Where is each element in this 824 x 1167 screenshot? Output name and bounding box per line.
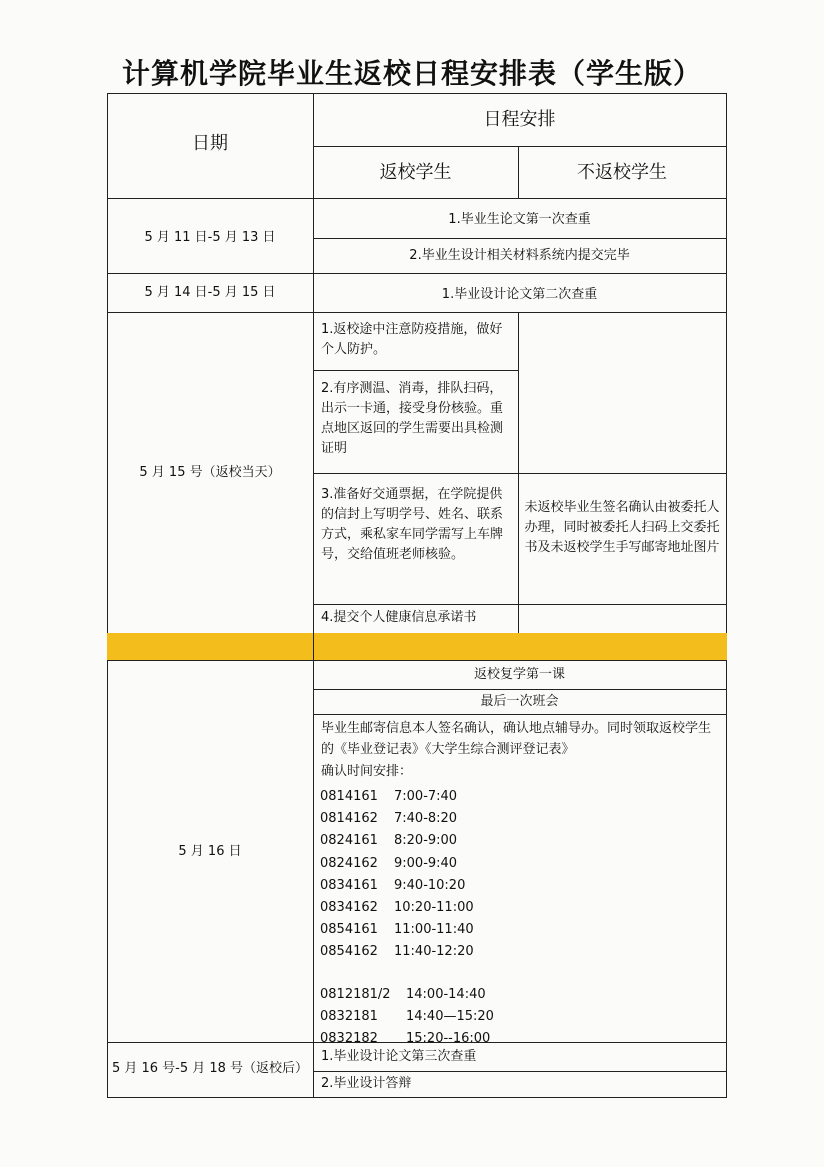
schedule-time: 11:40-12:20 [394, 944, 474, 960]
row2-item-1: 1.毕业设计论文第二次查重 [441, 287, 598, 302]
schedule-row [320, 830, 494, 852]
row4-item-2: 最后一次班会 [480, 694, 559, 709]
schedule-time: 8:20-9:00 [394, 833, 458, 849]
schedule-class: 0854161 [320, 922, 378, 938]
row1-item-1: 1.毕业生论文第一次查重 [448, 212, 591, 227]
schedule-row [320, 897, 494, 919]
schedule-time: 9:00-9:40 [394, 855, 458, 871]
schedule-time: 10:20-11:00 [394, 899, 474, 915]
row2-date: 5 月 14 日-5 月 15 日 [144, 285, 276, 300]
schedule-class: 0834162 [320, 899, 378, 915]
schedule-time: 15:20--16:00 [406, 1030, 491, 1046]
schedule-class: 0812181/2 [320, 986, 391, 1002]
row5-item-2: 2.毕业设计答辩 [321, 1076, 412, 1091]
schedule-time: 9:40-10:20 [394, 877, 466, 893]
row4-item-1: 返校复学第一课 [473, 667, 565, 682]
highlight-band [107, 633, 727, 660]
schedule-class: 0824162 [320, 855, 378, 871]
row1-item-2: 2.毕业生设计相关材料系统内提交完毕 [409, 248, 630, 263]
schedule-row [320, 941, 494, 963]
row4-schedule-label: 确认时间安排： [321, 764, 413, 779]
page-title: 计算机学院毕业生返校日程安排表（学生版） [121, 57, 702, 90]
header-not-returning: 不返校学生 [577, 162, 667, 183]
row3-item-3: 3.准备好交通票据，在学院提供的信封上写明学号、姓名、联系方式，乘私家车同学需写上车牌号，交给值班老师核验。 [321, 487, 504, 562]
schedule-row [320, 853, 494, 875]
schedule-row [320, 984, 494, 1006]
schedule-time: 7:00-7:40 [394, 789, 458, 804]
schedule-row [320, 919, 494, 941]
confirm-schedule-list [320, 786, 494, 1050]
schedule-class: 0814161 [320, 789, 378, 804]
row3-not-returning: 未返校毕业生签名确认由被委托人办理，同时被委托人扫码上交委托书及未返校学生手写邮寄地址图片 [524, 500, 720, 555]
header-returning: 返校学生 [379, 162, 452, 183]
schedule-class: 0834161 [320, 877, 378, 893]
row1-date: 5 月 11 日-5 月 13 日 [144, 230, 276, 245]
row3-item-4: 4.提交个人健康信息承诺书 [321, 610, 477, 625]
schedule-class: 0832182 [320, 1030, 378, 1046]
row4-date: 5 月 16 日 [178, 844, 242, 859]
schedule-row [320, 875, 494, 897]
schedule-time: 14:00-14:40 [406, 986, 486, 1002]
row4-notice: 毕业生邮寄信息本人签名确认，确认地点辅导办。同时领取返校学生的《毕业登记表》《大学生综合测评登记表》 [321, 721, 712, 757]
row3-date: 5 月 15 号（返校当天） [139, 465, 281, 480]
header-schedule: 日程安排 [483, 109, 556, 130]
schedule-time: 11:00-11:40 [394, 922, 474, 938]
schedule-time: 7:40-8:20 [394, 811, 458, 827]
schedule-row [320, 808, 494, 830]
schedule-row [320, 786, 494, 808]
schedule-class: 0854162 [320, 944, 378, 960]
row3-item-2: 2.有序测温、消毒，排队扫码，出示一卡通，接受身份核验。重点地区返回的学生需要出具检测证明 [321, 381, 504, 456]
schedule-class: 0824161 [320, 833, 378, 849]
row5-date: 5 月 16 号-5 月 18 号（返校后） [111, 1061, 309, 1076]
schedule-class: 0832181 [320, 1008, 378, 1024]
schedule-time: 14:40—15:20 [406, 1008, 494, 1024]
row5-item-1: 1.毕业设计论文第三次查重 [321, 1049, 477, 1064]
row3-item-1: 1.返校途中注意防疫措施，做好个人防护。 [321, 322, 503, 357]
header-date: 日期 [192, 133, 228, 154]
schedule-row [320, 1006, 494, 1028]
schedule-class: 0814162 [320, 811, 378, 827]
